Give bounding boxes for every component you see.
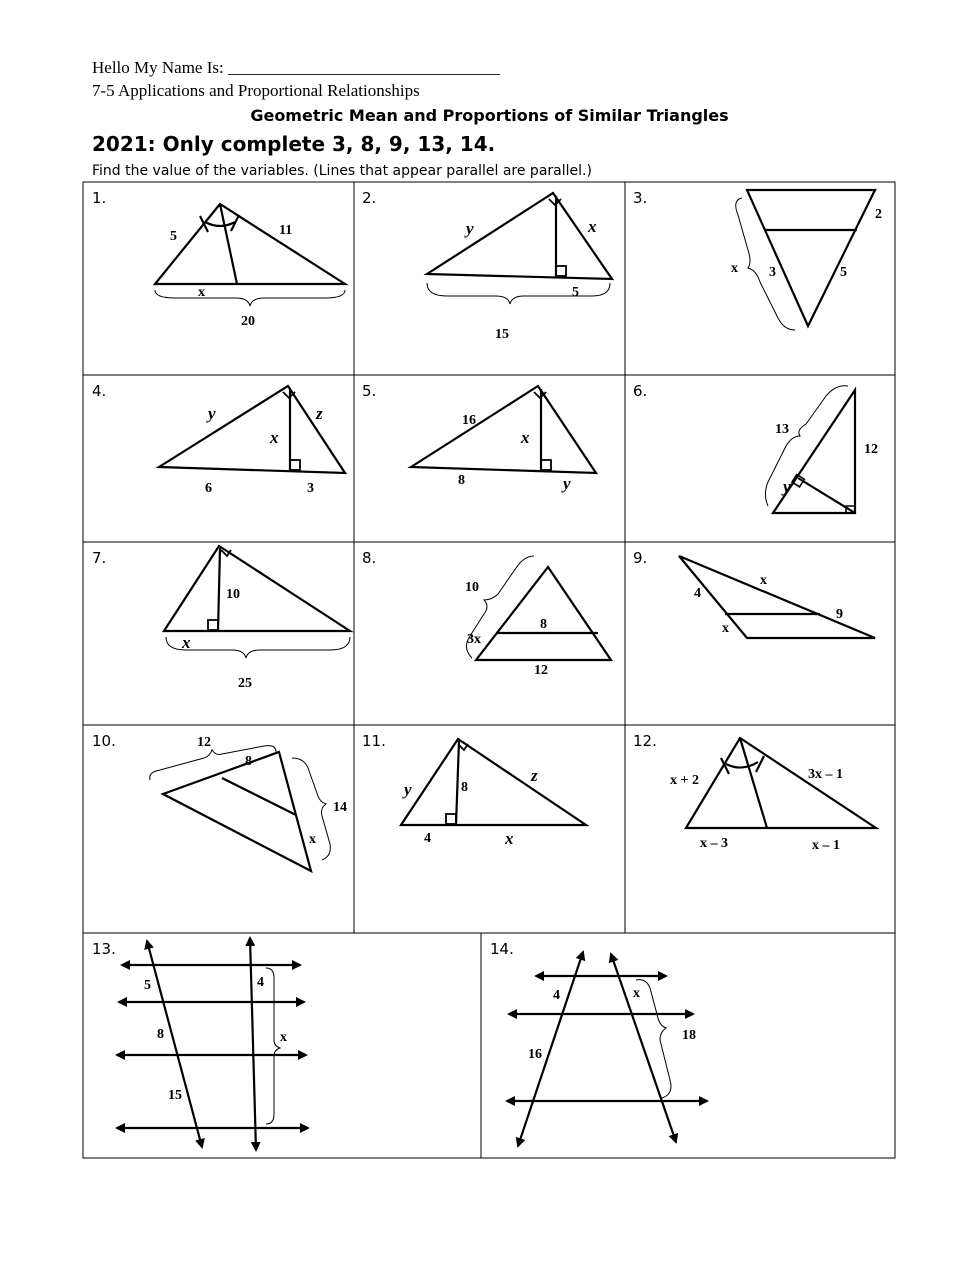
problem-6: [633, 382, 878, 513]
label: x: [198, 285, 205, 300]
problem-number: 4.: [92, 382, 107, 400]
label: y: [563, 474, 571, 493]
problem-number: 8.: [362, 549, 377, 567]
problem-number: 7.: [92, 549, 107, 567]
triangle-figure: [427, 193, 612, 279]
triangle-figure: [679, 556, 875, 638]
triangle-figure: [686, 738, 876, 828]
brace: [166, 637, 350, 658]
label: 8: [245, 754, 252, 769]
problem-number: 12.: [633, 732, 657, 750]
label: y: [783, 477, 791, 496]
label: 3x – 1: [808, 767, 843, 782]
label: x – 3: [700, 836, 728, 851]
triangle-figure: [747, 190, 875, 326]
instructions: Find the value of the variables. (Lines that appear parallel are parallel.): [92, 163, 592, 179]
problem-number: 6.: [633, 382, 648, 400]
label: 9: [836, 607, 843, 622]
triangle-figure: [401, 739, 586, 825]
label: x: [588, 217, 597, 236]
label: 5: [144, 978, 151, 993]
problem-5: [362, 382, 596, 493]
label: y: [404, 780, 412, 799]
label: 12: [197, 735, 211, 750]
label: 8: [157, 1027, 164, 1042]
label: 12: [864, 442, 878, 457]
problem-1: [92, 189, 345, 329]
name-line: Hello My Name Is: ________________________________: [92, 58, 500, 77]
label: 6: [205, 481, 212, 496]
label: x: [280, 1030, 287, 1045]
triangle-figure: [155, 204, 345, 284]
brace: [765, 386, 848, 506]
triangle-figure: [476, 567, 611, 660]
label: 5: [840, 265, 847, 280]
label: 13: [775, 422, 789, 437]
label: 16: [528, 1047, 542, 1062]
triangle-figure: [411, 386, 596, 473]
problem-13: [92, 938, 308, 1150]
label: x: [182, 633, 191, 652]
label: x: [505, 829, 514, 848]
label: 2: [875, 207, 882, 222]
worksheet-subtitle: Geometric Mean and Proportions of Similar Triangles: [250, 106, 729, 125]
grid-lines: [83, 182, 895, 1158]
label: 4: [553, 988, 560, 1003]
label: z: [531, 766, 538, 785]
label: 18: [682, 1028, 696, 1043]
label: 3: [769, 265, 776, 280]
label: 4: [424, 831, 431, 846]
label: 14: [333, 800, 347, 815]
problem-10: [92, 732, 347, 871]
problem-number: 5.: [362, 382, 377, 400]
label: x: [731, 261, 738, 276]
problem-14: [490, 940, 707, 1146]
problem-number: 2.: [362, 189, 377, 207]
triangle-figure: [164, 546, 350, 631]
triangle-figure: [163, 752, 311, 871]
label: 8: [461, 780, 468, 795]
label: 15: [168, 1088, 182, 1103]
label: y: [466, 219, 474, 238]
problem-number: 14.: [490, 940, 514, 958]
problem-number: 9.: [633, 549, 648, 567]
label: x + 2: [670, 773, 699, 788]
label: 8: [540, 617, 547, 632]
problem-4: [92, 382, 345, 496]
label: x: [760, 573, 767, 588]
brace: [266, 968, 280, 1124]
assignment-note: 2021: Only complete 3, 8, 9, 13, 14.: [92, 132, 496, 156]
label: x: [722, 621, 729, 636]
problem-3: [633, 189, 882, 330]
label: x: [309, 832, 316, 847]
label: 25: [238, 676, 252, 691]
label: 4: [257, 975, 264, 990]
problem-number: 1.: [92, 189, 107, 207]
label: 10: [465, 580, 479, 595]
problem-number: 10.: [92, 732, 116, 750]
brace: [427, 283, 610, 304]
label: 5: [170, 229, 177, 244]
label: x – 1: [812, 838, 840, 853]
label: 4: [694, 586, 701, 601]
label: 3x: [467, 632, 481, 647]
problem-number: 3.: [633, 189, 648, 207]
label: 15: [495, 327, 509, 342]
triangle-figure: [159, 386, 345, 473]
label: 11: [279, 223, 293, 238]
section-title: 7-5 Applications and Proportional Relationships: [92, 81, 420, 100]
label: 8: [458, 473, 465, 488]
problem-2: [362, 189, 612, 342]
brace: [155, 290, 345, 306]
label: x: [633, 986, 640, 1001]
label: 3: [307, 481, 314, 496]
label: x: [521, 428, 530, 447]
label: 10: [226, 587, 240, 602]
problem-9: [633, 549, 875, 638]
label: 12: [534, 663, 548, 678]
label: 20: [241, 314, 255, 329]
problem-12: [633, 732, 876, 853]
problem-11: [362, 732, 586, 848]
label: 5: [572, 285, 579, 300]
label: x: [270, 428, 279, 447]
problem-7: [92, 546, 350, 691]
problem-number: 13.: [92, 940, 116, 958]
label: z: [316, 404, 323, 423]
problem-8: [362, 549, 611, 678]
problem-number: 11.: [362, 732, 386, 750]
label: y: [208, 404, 216, 423]
label: 16: [462, 413, 476, 428]
brace: [736, 198, 795, 330]
